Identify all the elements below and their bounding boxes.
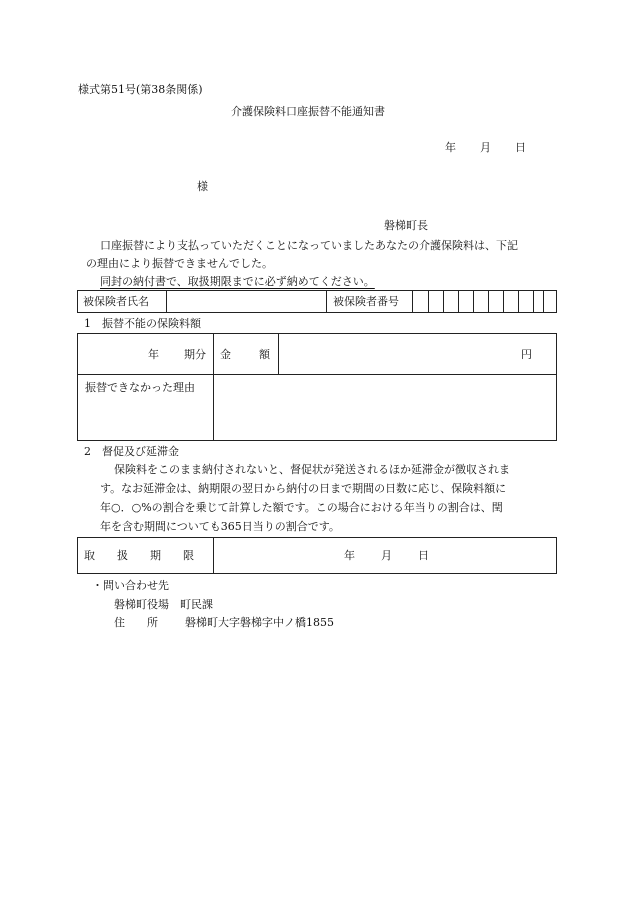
intro-line-2: の理由により振替できませんでした。	[86, 257, 273, 270]
deadline-day: 日	[418, 549, 429, 562]
contact-heading: ・問い合わせ先	[92, 579, 169, 592]
date-year-label: 年	[445, 141, 456, 154]
section2-heading: 2 督促及び延滞金	[84, 445, 179, 458]
section2-body-1: 保険料をこのまま納付されないと、督促状が発送されるほか延滞金が徴収されま	[114, 463, 510, 476]
deadline-month: 月	[381, 549, 392, 562]
insured-number-label: 被保険者番号	[333, 295, 399, 308]
document-title: 介護保険料口座振替不能通知書	[231, 105, 385, 118]
reason-label: 振替できなかった理由	[85, 381, 195, 394]
date-month-label: 月	[480, 141, 491, 154]
intro-line-1: 口座振替により支払っていただくことになっていましたあなたの介護保険料は、下記	[100, 239, 518, 252]
section2-body-2: す。なお延滞金は、納期限の翌日から納付の日まで期間の日数に応じ、保険料額に	[100, 482, 507, 495]
section2-body-4: 年を含む期間についても365日当りの割合です。	[100, 520, 340, 533]
section1-heading: 1 振替不能の保険料額	[84, 317, 201, 330]
section1-table	[77, 333, 557, 441]
insured-row	[77, 290, 557, 313]
section2-body-3: 年○．○%の割合を乗じて計算した額です。この場合における年当りの割合は、閏	[100, 501, 503, 514]
yen-label: 円	[521, 348, 532, 361]
contact-office: 磐梯町役場 町民課	[114, 598, 213, 611]
addressee-suffix: 様	[197, 180, 208, 193]
form-number: 様式第51号(第38条関係)	[78, 83, 203, 96]
year-label: 年	[148, 348, 159, 361]
deadline-label: 取 扱 期 限	[84, 549, 194, 562]
contact-address-label: 住 所	[114, 616, 158, 629]
period-label: 期分	[184, 348, 206, 361]
intro-line-3: 同封の納付書で、取扱期限までに必ず納めてください。	[100, 275, 375, 288]
date-day-label: 日	[515, 141, 526, 154]
deadline-year: 年	[344, 549, 355, 562]
amount-label-2: 額	[259, 348, 270, 361]
amount-label-1: 金	[220, 348, 231, 361]
deadline-row	[77, 537, 557, 574]
insured-name-label: 被保険者氏名	[83, 295, 149, 308]
sender-name: 磐梯町長	[384, 219, 428, 232]
contact-address: 磐梯町大字磐梯字中ノ橋1855	[185, 616, 334, 629]
